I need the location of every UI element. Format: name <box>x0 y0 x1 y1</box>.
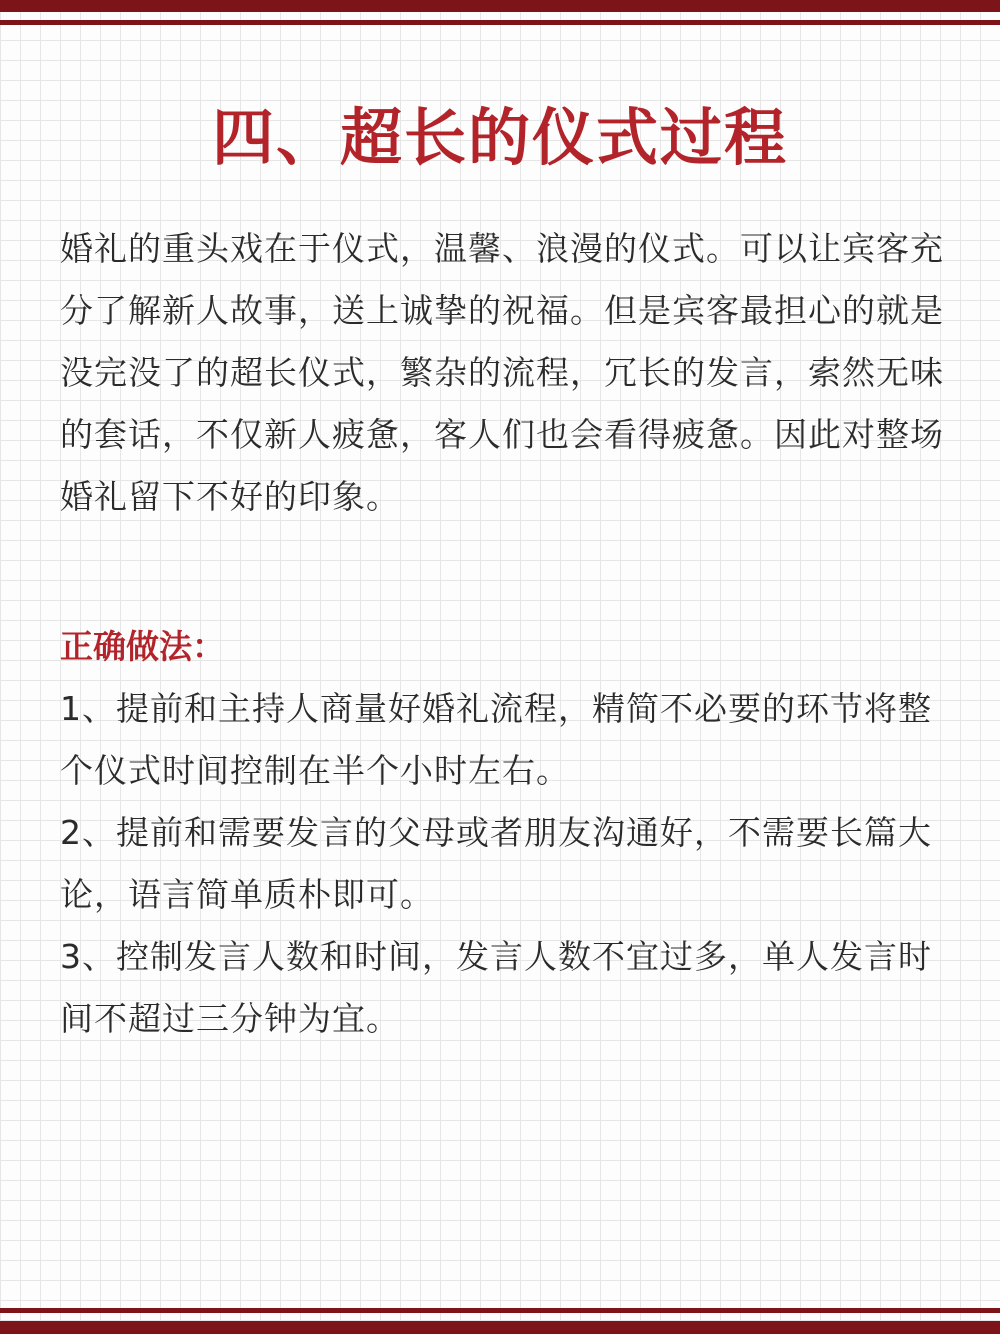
top-border-thin <box>0 20 1000 25</box>
intro-paragraph: 婚礼的重头戏在于仪式，温馨、浪漫的仪式。可以让宾客充分了解新人故事，送上诚挚的祝福。但是宾客最担心的就是没完没了的超长仪式，繁杂的流程，冗长的发言，索然无味的套话，不仅新人疲惫，客人们也会看得疲惫。因此对整场婚礼留下不好的印象。 <box>60 229 944 516</box>
top-border-thick <box>0 0 1000 12</box>
solution-step: 1、提前和主持人商量好婚礼流程，精简不必要的环节将整个仪式时间控制在半个小时左右。 <box>60 689 932 790</box>
solution-step: 3、控制发言人数和时间，发言人数不宜过多，单人发言时间不超过三分钟为宜。 <box>60 937 932 1038</box>
solution-step: 2、提前和需要发言的父母或者朋友沟通好，不需要长篇大论，语言简单质朴即可。 <box>60 813 932 914</box>
article-body <box>60 218 945 1050</box>
page-title: 四、超长的仪式过程 <box>211 101 788 174</box>
bottom-border-thin <box>0 1308 1000 1313</box>
solution-heading: 正确做法： <box>60 627 225 666</box>
bottom-border-thick <box>0 1321 1000 1334</box>
